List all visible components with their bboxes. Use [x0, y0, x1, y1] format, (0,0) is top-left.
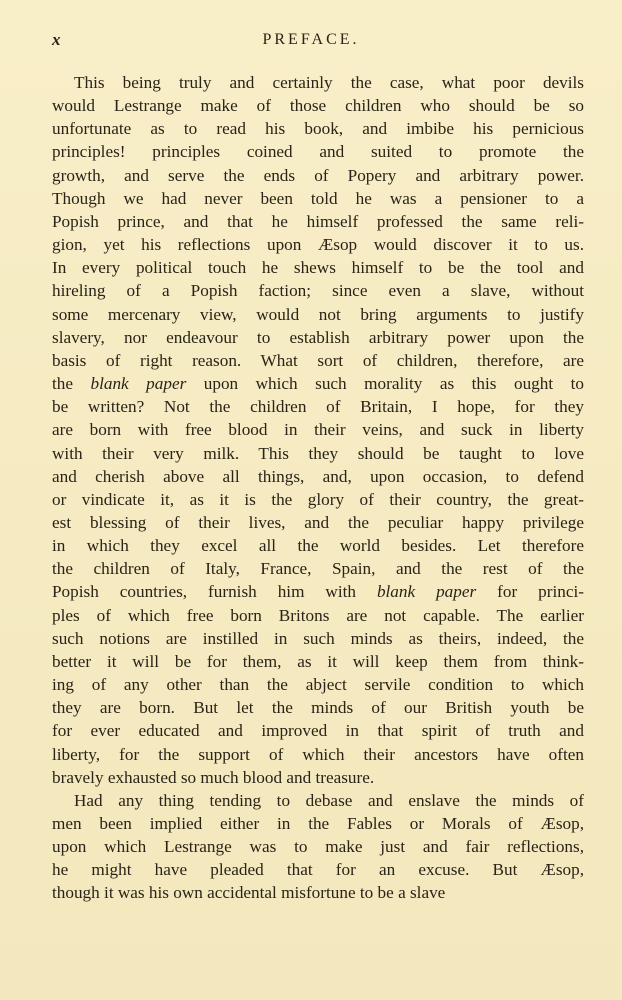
text-line: [52, 418, 584, 441]
text-run: for princi-: [476, 582, 584, 602]
text-line: [52, 442, 584, 465]
text-run: This being truly and certainly the case, what poor devils: [74, 73, 584, 92]
text-run: Though we had never been told he was a pensioner to a: [52, 188, 584, 208]
text-line: [52, 71, 584, 94]
text-line: [52, 233, 584, 256]
text-line: [52, 835, 584, 858]
text-run: In every political touch he shews himself to be the tool and: [52, 258, 584, 278]
text-run: in which they excel all the world besides. Let therefore: [52, 536, 584, 556]
italic-phrase: blank paper: [90, 374, 187, 394]
paragraph: [52, 789, 584, 905]
text-run: Popish countries, furnish him with: [52, 582, 377, 602]
text-run: slavery, nor endeavour to establish arbitrary power upon the: [52, 327, 584, 347]
text-line: [52, 557, 584, 580]
text-run: Popish prince, and that he himself professed the same reli-: [52, 211, 584, 231]
text-line: [52, 465, 584, 488]
text-run: men been implied either in the Fables or Morals of Æsop,: [52, 814, 584, 833]
text-line: [52, 395, 584, 418]
text-line: [52, 812, 584, 835]
body-text: [52, 71, 584, 905]
text-run: liberty, for the support of which their ancestors have often: [52, 744, 584, 764]
text-run: for ever educated and improved in that spirit of truth and: [52, 721, 584, 741]
text-line: [52, 604, 584, 627]
text-line: [52, 164, 584, 187]
text-line: [52, 372, 584, 395]
text-run: est blessing of their lives, and the peculiar happy privilege: [52, 512, 584, 532]
text-line: [52, 117, 584, 140]
text-line: [52, 349, 584, 372]
paragraph: [52, 71, 584, 789]
text-line: [52, 187, 584, 210]
text-run: with their very milk. This they should be taught to love: [52, 443, 584, 463]
text-line: [52, 511, 584, 534]
text-line: [52, 650, 584, 673]
text-line: [52, 210, 584, 233]
text-run: growth, and serve the ends of Popery and arbitrary power.: [52, 165, 584, 185]
text-line: [52, 279, 584, 302]
text-line: [52, 140, 584, 163]
text-run: some mercenary view, would not bring arguments to justify: [52, 304, 584, 324]
text-run: would Lestrange make of those children who should be so: [52, 96, 584, 116]
text-line: [52, 488, 584, 511]
text-run: Had any thing tending to debase and enslave the minds of: [74, 790, 584, 810]
text-run: the: [52, 374, 91, 394]
text-run: such notions are instilled in such minds as theirs, indeed, the: [52, 628, 584, 648]
italic-phrase: blank paper: [376, 582, 477, 602]
text-line: [52, 743, 584, 766]
text-run: gion, yet his reflections upon Æsop would discover it to us.: [52, 235, 584, 255]
text-run: he might have pleaded that for an excuse. But Æsop,: [52, 860, 584, 880]
page-number: x: [52, 30, 61, 49]
text-line: [52, 256, 584, 279]
text-line: [52, 580, 584, 603]
text-run: basis of right reason. What sort of children, therefore, are: [52, 350, 584, 370]
text-line: [52, 673, 584, 696]
text-line: [52, 534, 584, 557]
text-run: they are born. But let the minds of our British youth be: [52, 698, 584, 718]
text-run: though it was his own accidental misfortune to be a slave: [52, 883, 446, 903]
text-run: principles! principles coined and suited to promote the: [52, 142, 584, 162]
text-line: [52, 881, 584, 904]
text-run: upon which Lestrange was to make just and fair reflections,: [52, 837, 584, 857]
text-run: are born with free blood in their veins, and suck in liberty: [52, 420, 584, 440]
text-line: [52, 858, 584, 881]
text-run: the children of Italy, France, Spain, and the rest of the: [52, 559, 584, 579]
text-run: upon which such morality as this ought to: [186, 374, 584, 394]
text-line: [52, 719, 584, 742]
text-run: better it will be for them, as it will keep them from think-: [52, 651, 584, 671]
text-run: and cherish above all things, and, upon occasion, to defend: [52, 466, 584, 486]
text-run: bravely exhausted so much blood and treasure.: [52, 767, 375, 787]
text-line: [52, 303, 584, 326]
text-line: [52, 627, 584, 650]
text-run: or vindicate it, as it is the glory of their country, the great-: [52, 489, 584, 509]
text-run: ples of which free born Britons are not capable. The earlier: [52, 605, 584, 625]
text-line: [52, 94, 584, 117]
text-run: ing of any other than the abject servile condition to which: [52, 675, 584, 695]
text-line: [52, 789, 584, 812]
page-header: [52, 30, 570, 54]
running-head: PREFACE.: [262, 31, 360, 48]
text-line: [52, 326, 584, 349]
text-run: hireling of a Popish faction; since even a slave, without: [52, 281, 584, 301]
text-run: be written? Not the children of Britain, I hope, for they: [52, 397, 584, 417]
text-run: unfortunate as to read his book, and imbibe his pernicious: [52, 119, 584, 139]
text-line: [52, 766, 584, 789]
text-line: [52, 696, 584, 719]
